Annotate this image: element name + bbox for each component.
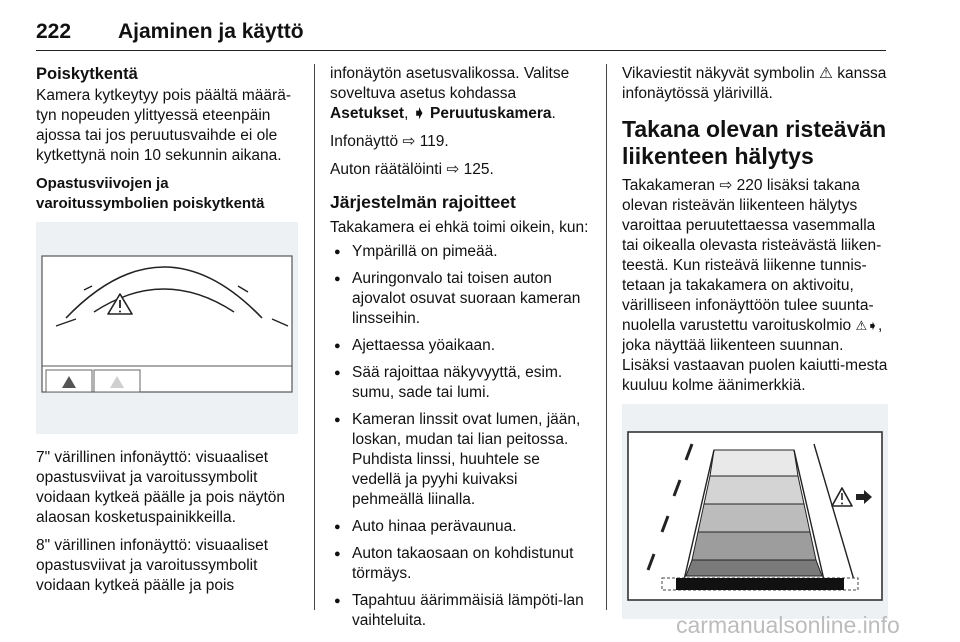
ref-arrow-icon: ⇨ <box>446 161 460 178</box>
watermark: carmanualsonline.info <box>676 612 900 638</box>
list-item: ● Ajettaessa yöaikaan. <box>330 336 592 356</box>
column-3 <box>622 64 888 633</box>
paragraph: Vikaviestit näkyvät symbolin ⚠ kanssa infonäytössä ylärivillä. <box>622 65 887 102</box>
ref-arrow-icon: ⇨ <box>402 133 416 150</box>
limitations-list <box>330 242 592 631</box>
cross-traffic-display-illustration <box>622 404 888 619</box>
camera-display-illustration <box>36 222 298 434</box>
warning-icon: ⚠ <box>819 65 833 82</box>
page-reference: Infonäyttö ⇨ 119. <box>330 133 449 150</box>
warning-arrow-icon: ⚠➧ <box>855 318 879 333</box>
paragraph: 8" värillinen infonäyttö: visuaaliset opastusviivat ja varoitussymbolit voidaan kytkeä päälle ja pois <box>36 537 269 594</box>
subheading-guidelines: Opastusviivojen ja varoitussymbolien poiskytkentä <box>36 175 265 212</box>
chapter-title: Ajaminen ja käyttö <box>118 20 304 43</box>
list-item: ● Ympärillä on pimeää. <box>330 242 592 262</box>
paragraph: infonäytön asetusvalikossa. Valitse soveltuva asetus kohdassa Asetukset, ➧ Peruutuskamera. <box>330 65 570 122</box>
page-reference: Auton räätälöinti ⇨ 125. <box>330 161 494 178</box>
list-item: ● Auton takaosaan on kohdistunut törmäys. <box>330 544 592 584</box>
paragraph: Takakameran ⇨ 220 lisäksi takana olevan risteävän liikenteen hälytys varoittaa peruutettaessa vasemmalla tai oikealla olevasta risteävästä liiken-teestä. Kun risteävä liikenne tunnis-tetaan ja takakamera on aktivoitu, värilliseen infonäyttöön tulee suunta-nuolella varustettu varoituskolmio ⚠➧, joka näyttää liikenteen suunnan. Lisäksi vastaavan puolen kaiutti-mesta kuuluu kolme äänimerkkiä. <box>622 177 888 394</box>
list-item: ● Auto hinaa perävaunua. <box>330 517 592 537</box>
paragraph: Takakamera ei ehkä toimi oikein, kun: <box>330 219 589 236</box>
column-2 <box>330 64 592 638</box>
column-1 <box>36 64 298 604</box>
menu-path-rear-camera: Peruutuskamera <box>430 105 552 122</box>
section-heading-limitations: Järjestelmän rajoitteet <box>330 192 516 212</box>
list-item: ● Kameran linssit ovat lumen, jään, loskan, mudan tai lian peitossa. Puhdista linssi, huuhtele se vedellä ja pyyhi kuivaksi pehmeällä liinalla. <box>330 410 592 510</box>
list-item: ● Tapahtuu äärimmäisiä lämpöti-lan vaihteluita. <box>330 591 592 631</box>
column-divider <box>606 64 607 610</box>
menu-arrow-icon: ➧ <box>412 105 426 122</box>
section-heading-cross-traffic: Takana olevan risteävän liikenteen hälytys <box>622 116 887 169</box>
section-heading-poiskytkenta: Poiskytkentä <box>36 65 138 83</box>
page-header <box>36 20 886 51</box>
menu-path-settings: Asetukset <box>330 105 405 122</box>
list-item: ● Sää rajoittaa näkyvyyttä, esim. sumu, sade tai lumi. <box>330 363 592 403</box>
page-number: 222 <box>36 20 72 43</box>
ref-arrow-icon: ⇨ <box>719 177 733 194</box>
paragraph: 7" värillinen infonäyttö: visuaaliset opastusviivat ja varoitussymbolit voidaan kytkeä päälle ja pois näytön alaosan kosketuspainikkeilla. <box>36 449 286 526</box>
paragraph: Kamera kytkeytyy pois päältä määrä-tyn nopeuden ylittyessä eteenpäin ajossa tai jos peruutusvaihde ei ole kytkettynä noin 10 sekunnin aikana. <box>36 87 291 164</box>
list-item: ● Auringonvalo tai toisen auton ajovalot osuvat suoraan kameran linsseihin. <box>330 269 592 329</box>
column-divider <box>314 64 315 610</box>
